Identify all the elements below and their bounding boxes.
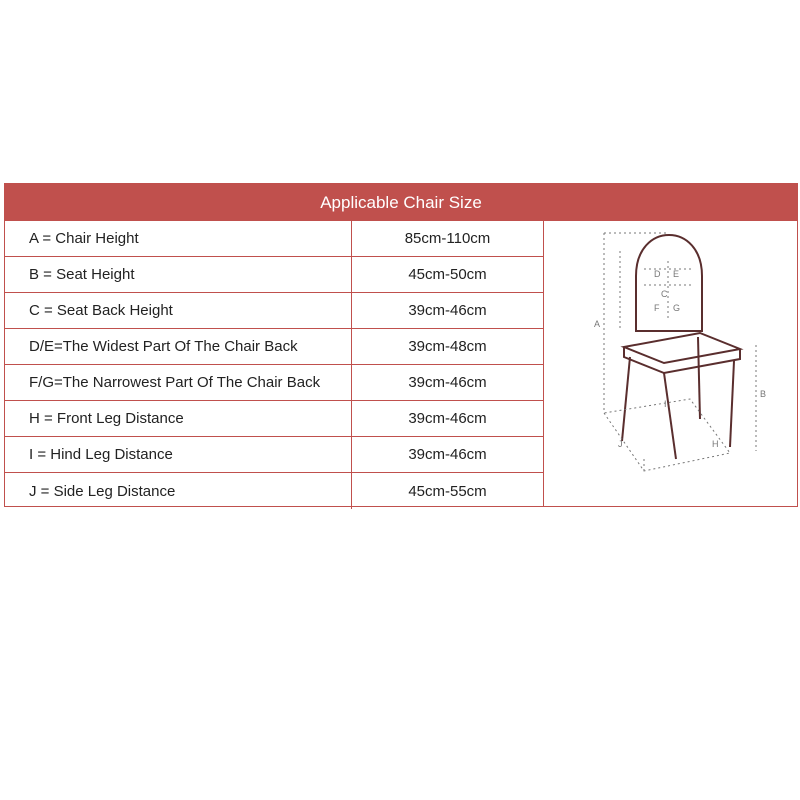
dimension-label: C = Seat Back Height — [5, 293, 352, 328]
dimension-label: J = Side Leg Distance — [5, 473, 352, 509]
chair-back-outline — [636, 235, 702, 331]
dimension-value: 45cm-55cm — [408, 482, 487, 500]
label-b: B — [760, 389, 767, 399]
table-row — [5, 473, 543, 509]
dimension-label: A = Chair Height — [5, 221, 352, 256]
table-row — [5, 365, 543, 401]
table-row — [5, 437, 543, 473]
table-row — [5, 221, 543, 257]
chair-leg-back-right — [730, 361, 734, 447]
chair-leg-front-right — [664, 373, 676, 459]
label-f: F — [654, 303, 660, 313]
dimension-label: D/E=The Widest Part Of The Chair Back — [5, 329, 352, 364]
dimension-label: I = Hind Leg Distance — [5, 437, 352, 472]
label-a: A — [594, 319, 601, 329]
table-row — [5, 329, 543, 365]
table-row — [5, 401, 543, 437]
dimension-value: 39cm-46cm — [408, 302, 487, 319]
chair-dimension-diagram-icon — [544, 221, 798, 506]
chair-leg-back-left — [698, 337, 700, 419]
dimension-value: 45cm-50cm — [408, 266, 487, 283]
dimension-value: 39cm-46cm — [408, 374, 487, 391]
label-c: C — [661, 289, 668, 299]
label-g: G — [673, 303, 681, 313]
label-d: D — [654, 269, 661, 279]
dimension-value: 85cm-110cm — [404, 230, 491, 247]
dimension-value: 39cm-48cm — [408, 338, 487, 355]
dimension-label: B = Seat Height — [5, 257, 352, 292]
dimension-label: H = Front Leg Distance — [5, 401, 352, 436]
chair-diagram-cell — [543, 221, 797, 506]
chair-seat-top — [624, 333, 740, 363]
dimension-value: 39cm-46cm — [408, 410, 487, 427]
dimension-value: 39cm-46cm — [408, 446, 487, 463]
label-i: I — [664, 399, 667, 409]
chair-leg-front-left — [622, 357, 630, 441]
table-row — [5, 257, 543, 293]
label-j: J — [618, 439, 623, 449]
dimension-label: F/G=The Narrowest Part Of The Chair Back — [5, 365, 352, 400]
table-title: Applicable Chair Size — [5, 184, 797, 221]
label-e: E — [673, 269, 680, 279]
label-h: H — [712, 439, 719, 449]
chair-size-table — [4, 183, 798, 507]
table-row — [5, 293, 543, 329]
